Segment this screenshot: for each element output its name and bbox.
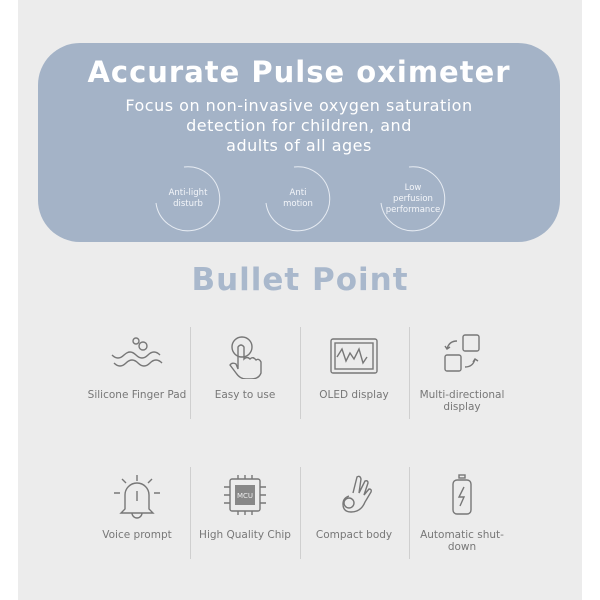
section-title: Bullet Point [191,262,409,298]
feature-label: High Quality Chip [199,529,291,541]
badge-text: Anti-light [168,188,208,198]
feature-oled-display [300,333,408,401]
feature-chip [191,473,299,541]
feature-label: Voice prompt [102,529,172,541]
hero-banner [38,43,560,242]
oled-display-icon [327,333,381,379]
badge-text: Anti [289,188,307,198]
feature-label: Multi-directional display [419,389,505,413]
banner-subtitle [38,96,560,156]
silicone-pad-icon [110,333,164,379]
badge-anti-light [154,165,222,233]
badge-text: performance [385,204,441,215]
feature-label: Easy to use [214,389,276,401]
badge-low-perfusion [379,165,447,233]
arc-icon [264,165,332,233]
badge-text: disturb [173,199,203,209]
feature-multi-directional [408,333,516,413]
arc-icon [379,165,447,233]
bell-icon [110,473,164,519]
banner-title: Accurate Pulse oximeter [87,55,511,89]
feature-label: Compact body [315,529,393,541]
rotate-display-icon [435,333,489,379]
touch-hand-icon [218,333,272,379]
arc-icon [154,165,222,233]
battery-icon [435,473,489,519]
feature-label: OLED display [319,389,389,401]
chip-icon [218,473,272,519]
badge-text: motion [283,199,313,209]
feature-label: Silicone Finger Pad [87,389,187,401]
badge-text: perfusion [393,193,433,204]
subtitle-line: adults of all ages [226,136,372,155]
feature-easy-to-use [191,333,299,401]
feature-silicone-pad [83,333,191,401]
badge-anti-motion [264,165,332,233]
chip-label: MCU [236,492,254,500]
subtitle-line: Focus on non-invasive oxygen saturation [125,96,473,115]
feature-auto-shutdown [408,473,516,553]
feature-label: Automatic shut-down [420,529,504,553]
ok-hand-icon [327,473,381,519]
subtitle-line: detection for children, and [186,116,412,135]
feature-compact-body [300,473,408,541]
feature-voice-prompt [83,473,191,541]
badge-text: Low [404,182,422,193]
